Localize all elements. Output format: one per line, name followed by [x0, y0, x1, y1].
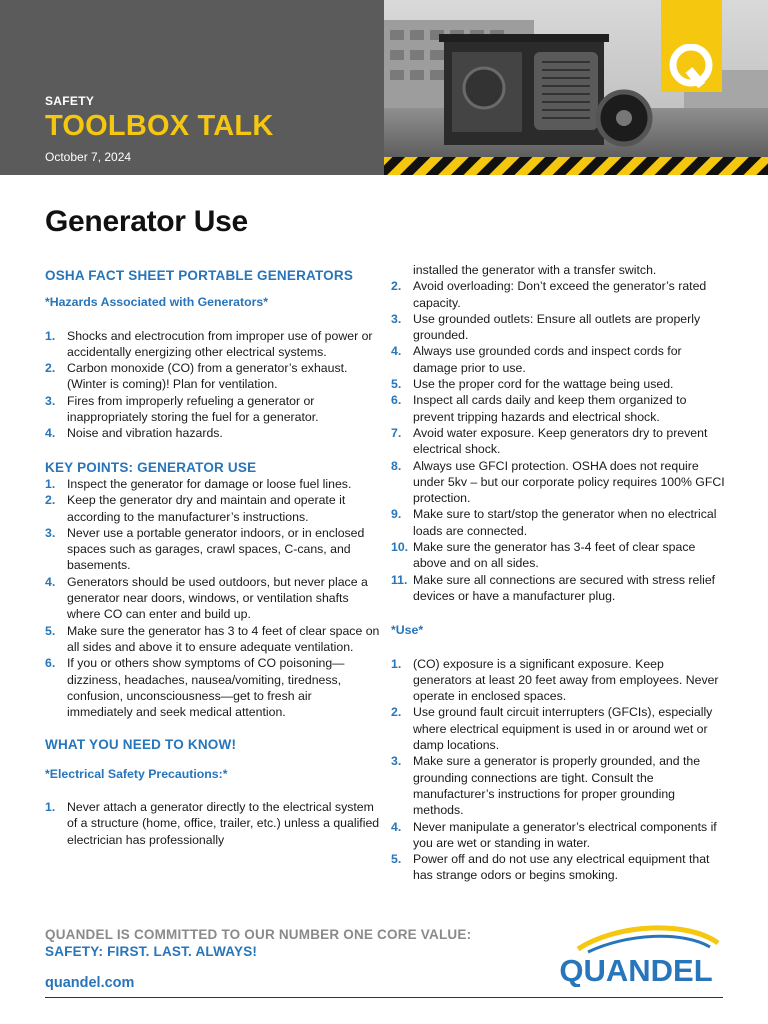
section-heading-need-to-know: WHAT YOU NEED TO KNOW!: [45, 737, 237, 753]
key-points-list: [45, 476, 380, 720]
subheading-electrical-safety: *Electrical Safety Precautions:*: [45, 766, 228, 781]
header-date: October 7, 2024: [45, 150, 132, 164]
electrical-list-continued: [391, 278, 726, 604]
subheading-use: *Use*: [391, 623, 424, 638]
list-item: 6. Inspect all cards daily and keep them organized to prevent tripping hazards and electrical shock.: [391, 393, 687, 424]
q-logo-badge: [661, 0, 722, 92]
list-item: 11. Make sure all connections are secured with stress relief devices or have a manufacturer plug.: [391, 572, 716, 603]
list-item-continuation: installed the generator with a transfer switch.: [413, 263, 657, 277]
svg-text:QUANDEL: QUANDEL: [559, 953, 713, 987]
list-item: 6. If you or others show symptoms of CO poisoning—dizziness, headaches, nausea/vomiting, tiredness, confusion, unconsciousness—get to fresh air immediately and seek medical attention.: [45, 656, 345, 720]
list-item: 1. Inspect the generator for damage or loose fuel lines.: [45, 476, 352, 491]
document-title: Generator Use: [45, 205, 248, 238]
list-item: 7. Avoid water exposure. Keep generators dry to prevent electrical shock.: [391, 425, 708, 457]
quandel-logo: [548, 925, 724, 987]
subheading-hazards: *Hazards Associated with Generators*: [45, 295, 269, 310]
section-heading-osha: OSHA FACT SHEET PORTABLE GENERATORS: [45, 268, 354, 283]
right-column: [391, 262, 726, 884]
list-item: 8. Always use GFCI protection. OSHA does not require under 5kv – but our corporate policy requires 100% GFCI protection.: [391, 458, 725, 506]
list-item: 5. Power off and do not use any electrical equipment that has strange odors or begins smoking.: [391, 852, 710, 883]
list-item: 5. Make sure the generator has 3 to 4 feet of clear space on all sides and above it to ensure adequate ventilation.: [45, 623, 380, 654]
list-item: 2. Carbon monoxide (CO) from a generator’s exhaust. (Winter is coming)! Plan for ventilation.: [45, 361, 348, 392]
list-item: 9. Make sure to start/stop the generator when no electrical loads are connected.: [391, 507, 717, 538]
footer-divider: [45, 997, 723, 998]
list-item: 2. Avoid overloading: Don’t exceed the generator’s rated capacity.: [391, 279, 707, 310]
list-item: 5. Use the proper cord for the wattage being used.: [391, 377, 674, 392]
list-item: 2. Keep the generator dry and maintain and operate it according to the manufacturer’s instructions.: [45, 493, 346, 524]
left-column: [45, 268, 380, 848]
header-kicker: SAFETY: [45, 94, 95, 108]
q-logo-icon: [669, 44, 715, 90]
header-title: TOOLBOX TALK: [45, 110, 274, 142]
footer-commitment: QUANDEL IS COMMITTED TO OUR NUMBER ONE CORE VALUE:: [45, 927, 472, 942]
list-item: 4. Generators should be used outdoors, but never place a generator near doors, windows, or ventilation shafts where CO can enter and build up.: [45, 574, 368, 622]
list-item: 3. Use grounded outlets: Ensure all outlets are properly grounded.: [391, 311, 701, 343]
list-item: 4. Noise and vibration hazards.: [45, 426, 223, 441]
header-text: [45, 94, 273, 164]
footer-slogan: SAFETY: FIRST. LAST. ALWAYS!: [45, 944, 258, 959]
list-item: 10. Make sure the generator has 3-4 feet of clear space above and on all sides.: [391, 540, 696, 571]
list-item: 2. Use ground fault circuit interrupters (GFCIs), especially where electrical equipment is used in or around wet or damp locations.: [391, 705, 713, 753]
hazards-list: [45, 328, 380, 442]
use-list: [391, 656, 726, 884]
electrical-list: [45, 799, 380, 848]
list-item: 4. Never manipulate a generator’s electrical components if you are wet or standing in water.: [391, 819, 717, 850]
list-item: 4. Always use grounded cords and inspect cords for damage prior to use.: [391, 344, 682, 375]
list-item: 1. Shocks and electrocution from improper use of power or accidentally energizing other electrical systems.: [45, 328, 373, 359]
list-item: 1. (CO) exposure is a significant exposure. Keep generators at least 20 feet away from employees. Never operate in enclosed spaces.: [391, 656, 719, 704]
list-item: 3. Never use a portable generator indoors, or in enclosed spaces such as garages, crawl spaces, C-cans, and basements.: [45, 525, 365, 573]
list-item: 3. Make sure a generator is properly grounded, and the grounding connections are tight. Consult the manufacturer’s instructions for proper grounding methods.: [391, 754, 701, 818]
footer-website-link[interactable]: quandel.com: [45, 975, 135, 991]
list-item: 1. Never attach a generator directly to the electrical system of a structure (home, office, trailer, etc.) unless a qualified electrician has professionally: [45, 800, 380, 847]
section-heading-key-points: KEY POINTS: GENERATOR USE: [45, 459, 257, 475]
list-item: 3. Fires from improperly refueling a generator or inappropriately storing the fuel for a generator.: [45, 393, 319, 425]
